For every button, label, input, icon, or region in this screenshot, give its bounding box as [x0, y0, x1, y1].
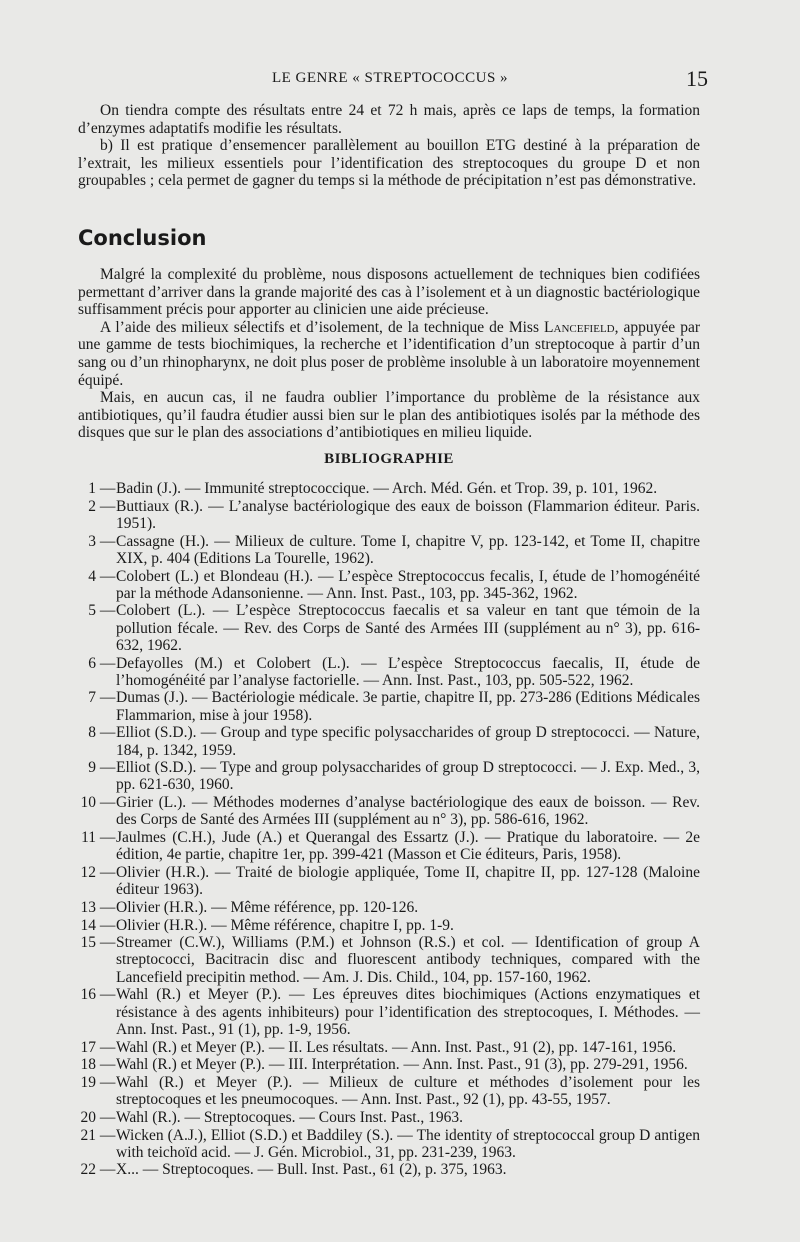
entry-text: Wahl (R.) et Meyer (P.). — Les épreuves dites biochimiques (Actions enzymatiques et résistance à des agents inhibiteurs) pour l’identification des streptocoques, I. Méthodes. — Ann. Inst. Past., 91 (1), pp. 1-9, 1956. — [116, 986, 700, 1038]
entry-number-value: 9 — [88, 759, 96, 777]
entry-text: Jaulmes (C.H.), Jude (A.) et Querangal des Essartz (J.). — Pratique du laboratoire. — 2e édition, 4e partie, chapitre 1er, pp. 399-421 (Masson et Cie éditeurs, Paris, 1958). — [116, 829, 700, 864]
entry-number-value: 6 — [88, 654, 96, 672]
bibliography-entry — [78, 934, 700, 986]
entry-number-value: 8 — [88, 724, 96, 742]
entry-number-value: 11 — [81, 829, 96, 847]
intro-paragraph: b) Il est pratique d’ensemencer parallèlement au bouillon ETG destiné à la préparation de l’extrait, les milieux essentiels pour l’identification des streptocoques du groupe D et non groupables ; cela permet de gagner du temps si la méthode de précipitation n’est pas démonstrative. — [78, 137, 700, 190]
conclusion-paragraph: Malgré la complexité du problème, nous disposons actuellement de techniques bien codifiées permettant d’arriver dans la grande majorité des cas à l’isolement et à un diagnostic bactériologique suffisamment précis pour apporter au clinicien une aide précieuse. — [78, 266, 700, 319]
entry-number: 13 — — [78, 899, 114, 916]
entry-text: Girier (L.). — Méthodes modernes d’analyse bactériologique des eaux de boisson. — Rev. des Corps de Santé des Armées III (supplément au n° 3), pp. 586-616, 1962. — [116, 794, 700, 829]
entry-number: 22 — — [78, 1161, 114, 1178]
entry-number-value: 20 — [80, 1108, 96, 1126]
entry-number-value: 10 — [80, 794, 96, 812]
entry-number: 5 — — [78, 602, 114, 619]
page-number: 15 — [686, 66, 708, 91]
entry-text: Colobert (L.) et Blondeau (H.). — L’espèce Streptococcus fecalis, I, étude de l’homogénéité par la méthode Adansonienne. — Ann. Inst. Past., 103, pp. 345-362, 1962. — [116, 567, 700, 602]
entry-number: 3 — — [78, 533, 114, 550]
entry-number: 12 — — [78, 864, 114, 881]
bibliography-entry — [78, 1074, 700, 1108]
entry-number: 21 — — [78, 1127, 114, 1144]
entry-text: Olivier (H.R.). — Même référence, chapitre I, pp. 1-9. — [116, 916, 454, 934]
entry-number: 15 — — [78, 934, 114, 951]
entry-text: Elliot (S.D.). — Type and group polysaccharides of group D streptococci. — J. Exp. Med., 3, pp. 621-630, 1960. — [116, 759, 700, 794]
entry-text: Dumas (J.). — Bactériologie médicale. 3e partie, chapitre II, pp. 273-286 (Editions Médicales Flammarion, mise à jour 1958). — [116, 689, 700, 724]
entry-number: 17 — — [78, 1039, 114, 1056]
bibliography-entry — [78, 602, 700, 654]
entry-number-value: 14 — [80, 916, 96, 934]
bibliography-entry — [78, 655, 700, 689]
conclusion-text: appuyée par une gamme de tests biochimiques, la recherche et l’identification d’un streptocoque à partir d’un sang ou d’un rhinopharynx, ne doit plus poser de problème insoluble à un laboratoire moyennement équipé. — [78, 318, 700, 389]
bibliography-title: BIBLIOGRAPHIE — [324, 451, 454, 467]
entry-number: 1 — — [78, 480, 114, 497]
bibliography-entry — [78, 1039, 700, 1056]
bibliography-entry — [78, 917, 700, 934]
entry-text: Defayolles (M.) et Colobert (L.). — L’espèce Streptococcus faecalis, II, étude de l’homogénéité par l’analyse factorielle. — Ann. Inst. Past., 103, pp. 505-522, 1962. — [116, 654, 700, 689]
conclusion-text: A l’aide des milieux sélectifs et d’isolement, de la technique de Miss — [100, 318, 545, 336]
entry-number-value: 13 — [80, 898, 96, 916]
entry-text: Wahl (R.). — Streptocoques. — Cours Inst. Past., 1963. — [116, 1108, 464, 1126]
entry-number: 19 — — [78, 1074, 114, 1091]
entry-text: Wahl (R.) et Meyer (P.). — III. Interprétation. — Ann. Inst. Past., 91 (3), pp. 279-291, 1956. — [116, 1056, 688, 1074]
entry-text: Buttiaux (R.). — L’analyse bactériologique des eaux de boisson (Flammarion éditeur. Paris. 1951). — [116, 497, 700, 532]
bibliography-entry — [78, 498, 700, 532]
running-title: LE GENRE « STREPTOCOCCUS » — [271, 70, 509, 86]
bibliography-entry — [78, 480, 700, 497]
bibliography-entry — [78, 759, 700, 793]
entry-number: 20 — — [78, 1109, 114, 1126]
bibliography-entry — [78, 1127, 700, 1161]
entry-text: Wahl (R.) et Meyer (P.). — Milieux de culture et méthodes d’isolement pour les streptocoques et les pneumocoques. — Ann. Inst. Past., 92 (1), pp. 43-55, 1957. — [116, 1073, 700, 1109]
entry-text: Elliot (S.D.). — Group and type specific polysaccharides of group D streptococci. — Nature, 184, p. 1342, 1959. — [116, 724, 700, 759]
entry-number: 16 — — [78, 986, 114, 1003]
entry-number: 7 — — [78, 689, 114, 706]
bibliography-entry — [78, 1056, 700, 1073]
entry-text: Badin (J.). — Immunité streptococcique. — Arch. Méd. Gén. et Trop. 39, p. 101, 1962. — [116, 480, 658, 497]
bibliography-entry — [78, 568, 700, 602]
conclusion-paragraph: Mais, en aucun cas, il ne faudra oublier l’importance du problème de la résistance aux antibiotiques, qu’il faudra étudier aussi bien sur le plan des antibiotiques isolés par la méthode des disques que sur le plan des associations d’antibiotiques en milieu liquide. — [78, 389, 700, 442]
bibliography-entry — [78, 864, 700, 898]
entry-number: 11 — — [78, 829, 114, 846]
entry-number-value: 22 — [80, 1161, 96, 1179]
entry-number: 2 — — [78, 498, 114, 515]
entry-text: Wahl (R.) et Meyer (P.). — II. Les résultats. — Ann. Inst. Past., 91 (2), pp. 147-161, 1956. — [116, 1038, 677, 1056]
entry-text: Olivier (H.R.). — Même référence, pp. 120-126. — [116, 898, 419, 916]
conclusion-section — [78, 266, 700, 442]
entry-text: Colobert (L.). — L’espèce Streptococcus faecalis et sa valeur en tant que témoin de la pollution fécale. — Rev. des Corps de Santé des Armées III (supplément au n° 3), pp. 616-632, 1962. — [116, 602, 700, 654]
entry-text: Olivier (H.R.). — Traité de biologie appliquée, Tome II, chapitre II, pp. 127-128 (Maloine éditeur 1963). — [116, 863, 700, 899]
bibliography-entry — [78, 1161, 700, 1178]
entry-number: 8 — — [78, 724, 114, 741]
entry-number: 14 — — [78, 917, 114, 934]
entry-number-value: 18 — [80, 1056, 96, 1074]
entry-number-value: 12 — [80, 863, 96, 881]
entry-text: Cassagne (H.). — Milieux de culture. Tome I, chapitre V, pp. 123-142, et Tome II, chapitre XIX, p. 404 (Editions La Tourelle, 1962). — [116, 532, 700, 567]
page-header — [78, 66, 708, 92]
bibliography-list — [78, 480, 700, 1179]
entry-number: 4 — — [78, 568, 114, 585]
entry-text: X... — Streptocoques. — Bull. Inst. Past., 61 (2), p. 375, 1963. — [116, 1161, 507, 1179]
bibliography-entry — [78, 829, 700, 863]
intro-paragraph: On tiendra compte des résultats entre 24 et 72 h mais, après ce laps de temps, la formation d’enzymes adaptatifs modifie les résultats. — [78, 102, 700, 137]
entry-number-value: 7 — [88, 689, 96, 707]
conclusion-paragraph — [78, 319, 700, 389]
entry-number-value: 21 — [80, 1126, 96, 1144]
entry-number-value: 2 — [88, 497, 96, 515]
entry-number: 6 — — [78, 655, 114, 672]
bibliography-entry — [78, 794, 700, 828]
entry-number-value: 5 — [88, 602, 96, 620]
entry-number-value: 1 — [88, 480, 96, 497]
entry-number-value: 16 — [80, 986, 96, 1004]
entry-number-value: 15 — [80, 934, 96, 952]
entry-number-value: 17 — [80, 1038, 96, 1056]
conclusion-heading: Conclusion — [78, 226, 207, 250]
entry-number-value: 3 — [88, 532, 96, 550]
intro-section — [78, 102, 700, 190]
entry-number: 9 — — [78, 759, 114, 776]
bibliography-entry — [78, 1109, 700, 1126]
bibliography-entry — [78, 724, 700, 758]
bibliography-entry — [78, 899, 700, 916]
bibliography-entry — [78, 689, 700, 723]
author-name: Lancefield, — [544, 318, 619, 336]
bibliography-entry — [78, 986, 700, 1038]
entry-number-value: 19 — [80, 1073, 96, 1091]
entry-number-value: 4 — [88, 567, 96, 585]
entry-text: Streamer (C.W.), Williams (P.M.) et Johnson (R.S.) et col. — Identification of group A streptococci, Bacitracin disc and fluorescent antibody techniques, compared with the Lancefield precipitin method. — Am. J. Dis. Child., 104, pp. 157-160, 1962. — [116, 934, 700, 986]
entry-number: 18 — — [78, 1056, 114, 1073]
entry-number: 10 — — [78, 794, 114, 811]
bibliography-entry — [78, 533, 700, 567]
entry-text: Wicken (A.J.), Elliot (S.D.) et Baddiley (S.). — The identity of streptococcal group D antigen with teichoïd acid. — J. Gén. Microbiol., 31, pp. 231-239, 1963. — [116, 1126, 700, 1161]
